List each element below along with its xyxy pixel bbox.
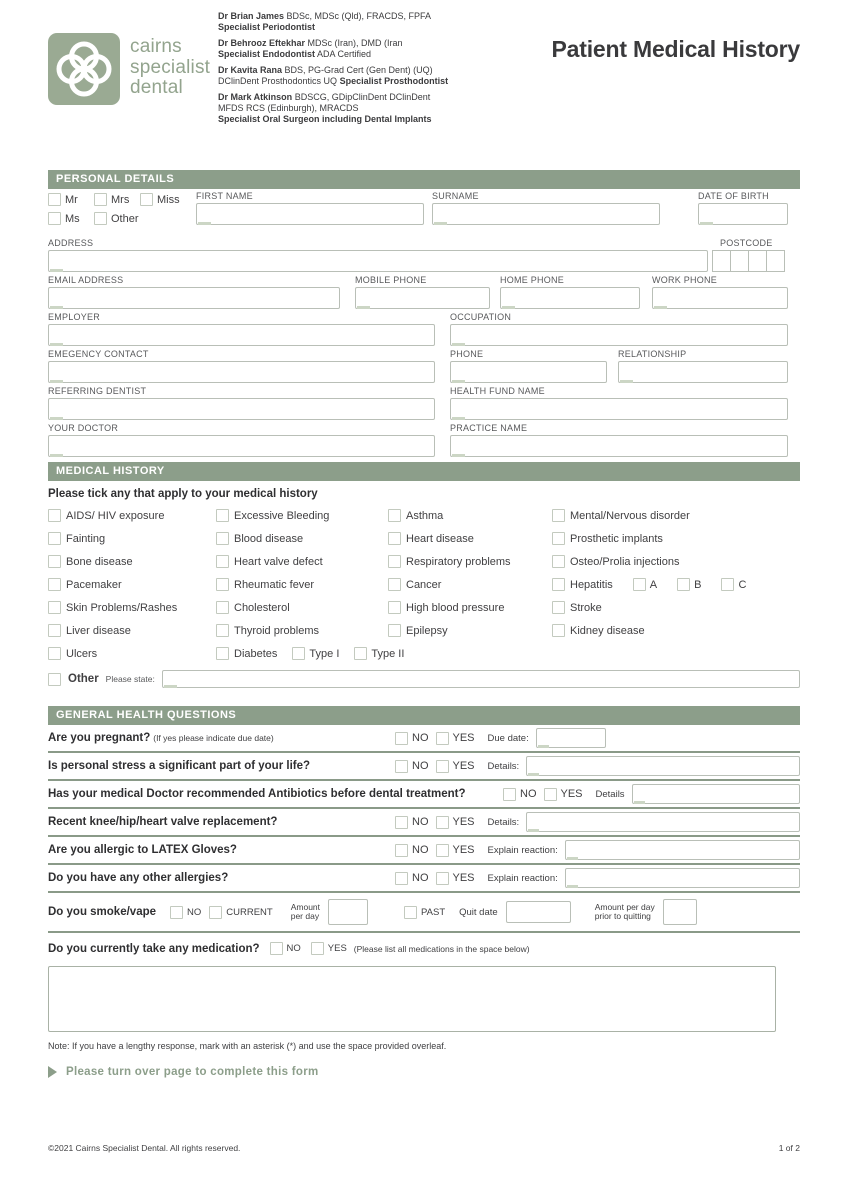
condition-checkbox[interactable] — [552, 532, 565, 545]
section-header-personal: PERSONAL DETAILS — [48, 170, 800, 189]
answer-yes-checkbox[interactable] — [436, 760, 449, 773]
condition-checkbox[interactable] — [552, 601, 565, 614]
answer-no[interactable] — [395, 872, 429, 885]
doctor-entry — [218, 11, 486, 33]
doctor-text: Specialist Oral Surgeon including Dental Implants — [218, 114, 432, 124]
home-phone-input[interactable] — [500, 287, 640, 309]
doctor-line — [218, 76, 486, 87]
title-options — [48, 193, 198, 225]
general-questions — [48, 725, 800, 893]
row-doctor — [48, 421, 800, 462]
question-medication: Do you currently take any medication? NO YES (Please list all medications in the space below) — [48, 942, 530, 955]
occupation-input[interactable] — [450, 324, 788, 346]
condition-label: Excessive Bleeding — [234, 509, 330, 522]
answer-yes-label: YES — [452, 872, 475, 884]
medical-condition-cell — [216, 596, 388, 619]
answer-no-label: NO — [412, 760, 429, 772]
medication-no-option[interactable]: NO — [270, 942, 301, 955]
doctor-line — [218, 22, 486, 33]
amount-per-day-label: Amount per day — [290, 901, 321, 921]
doctor-text: BDS, PG-Grad Cert (Gen Dent) (UQ) — [282, 65, 433, 75]
medical-condition-cell — [388, 527, 552, 550]
answer-yes-label: YES — [452, 732, 475, 744]
your-doctor-input[interactable] — [48, 435, 435, 457]
field-health-fund: HEALTH FUND NAME — [450, 386, 788, 420]
other-checkbox[interactable] — [48, 673, 61, 686]
condition-label: Epilepsy — [406, 624, 448, 637]
answer-yes-checkbox[interactable] — [436, 732, 449, 745]
medical-condition-cell — [388, 550, 552, 573]
smoke-no-option[interactable]: NO — [170, 906, 201, 919]
amount-prior-label: Amount per day prior to quitting — [594, 901, 655, 921]
condition-label: Respiratory problems — [406, 555, 511, 568]
condition-checkbox[interactable] — [48, 578, 61, 591]
row-referring — [48, 384, 800, 421]
field-emergency-contact: EMEGENCY CONTACT — [48, 349, 435, 383]
title-option-other-label: Other — [111, 212, 139, 225]
answer-field-label: Explain reaction: — [487, 844, 558, 856]
title-option-mr-checkbox[interactable] — [48, 193, 61, 206]
relationship-input[interactable] — [618, 361, 788, 383]
medical-condition-cell — [216, 550, 388, 573]
doctor-line — [218, 11, 486, 22]
condition-checkbox[interactable] — [48, 601, 61, 614]
medical-condition-cell — [552, 550, 800, 573]
field-employer: EMPLOYER — [48, 312, 435, 346]
diabetes-type-label: Type I — [309, 647, 340, 660]
question-note: (If yes please indicate due date) — [153, 733, 274, 743]
answer-yes[interactable] — [436, 732, 475, 745]
answer-no-checkbox[interactable] — [395, 872, 408, 885]
condition-checkbox[interactable] — [216, 601, 229, 614]
hepatitis-type-option[interactable] — [721, 578, 746, 591]
field-home-phone: HOME PHONE — [500, 275, 640, 309]
question-options — [503, 784, 800, 804]
title-option-mrs-label: Mrs — [111, 193, 130, 206]
row-name-dob — [48, 189, 800, 236]
condition-checkbox[interactable] — [388, 578, 401, 591]
turn-over-instruction: Please turn over page to complete this form — [48, 1066, 800, 1078]
question-text: Recent knee/hip/heart valve replacement? — [48, 816, 278, 828]
condition-checkbox[interactable] — [216, 509, 229, 522]
doctor-line — [218, 65, 486, 76]
condition-label: Liver disease — [66, 624, 131, 637]
hepatitis-a-checkbox[interactable] — [633, 578, 646, 591]
medical-condition-cell — [552, 642, 800, 665]
doctor-text: Dr Brian James — [218, 11, 285, 21]
answer-input[interactable] — [526, 812, 800, 832]
condition-label: Fainting — [66, 532, 106, 545]
condition-label: Cancer — [406, 578, 442, 591]
medical-instruction: Please tick any that apply to your medical history — [48, 488, 318, 500]
answer-yes[interactable] — [544, 788, 583, 801]
smoke-past-option[interactable]: PAST — [404, 906, 445, 919]
arrow-right-icon — [48, 1066, 57, 1078]
title-option-other[interactable] — [94, 212, 154, 225]
title-option-other-checkbox[interactable] — [94, 212, 107, 225]
question-options — [395, 812, 800, 832]
answer-no-checkbox[interactable] — [503, 788, 516, 801]
condition-checkbox[interactable] — [216, 624, 229, 637]
answer-no[interactable] — [395, 844, 429, 857]
doctor-text: MFDS RCS (Edinburgh), MRACDS — [218, 103, 359, 113]
condition-checkbox[interactable] — [552, 509, 565, 522]
smoke-past-checkbox[interactable] — [404, 906, 417, 919]
postcode-input[interactable] — [712, 250, 788, 272]
medical-other-row: Other Please state: — [48, 666, 800, 692]
hepatitis-c-checkbox[interactable] — [721, 578, 734, 591]
medical-condition-cell — [388, 619, 552, 642]
condition-label: AIDS/ HIV exposure — [66, 509, 165, 522]
health-fund-input[interactable] — [450, 398, 788, 420]
condition-label: Thyroid problems — [234, 624, 319, 637]
doctors-list — [218, 11, 486, 130]
section-header-medical: MEDICAL HISTORY — [48, 462, 800, 481]
condition-checkbox[interactable] — [216, 647, 229, 660]
field-referring-dentist: REFERRING DENTIST — [48, 386, 435, 420]
amount-per-day-input[interactable] — [328, 899, 368, 925]
doctor-entry — [218, 38, 486, 60]
doctor-line — [218, 92, 486, 103]
diabetes-type-checkbox[interactable] — [354, 647, 367, 660]
medical-condition-cell — [388, 596, 552, 619]
row-employment — [48, 310, 800, 347]
address-input[interactable] — [48, 250, 708, 272]
medical-conditions-grid — [48, 504, 800, 665]
hepatitis-type-label: C — [738, 578, 747, 591]
doctor-entry — [218, 65, 486, 87]
row-contact — [48, 273, 800, 310]
answer-no[interactable] — [395, 816, 429, 829]
question-row — [48, 725, 800, 753]
doctor-text: Dr Mark Atkinson — [218, 92, 293, 102]
footer — [48, 1143, 800, 1153]
medical-condition-cell — [216, 619, 388, 642]
answer-no-label: NO — [412, 816, 429, 828]
brand-name-line: dental — [130, 77, 183, 98]
medical-condition-cell — [388, 504, 552, 527]
field-your-doctor: YOUR DOCTOR — [48, 423, 435, 457]
employer-input[interactable] — [48, 324, 435, 346]
condition-label: Prosthetic implants — [570, 532, 663, 545]
answer-no-checkbox[interactable] — [395, 816, 408, 829]
condition-checkbox[interactable] — [388, 601, 401, 614]
smoke-current-option[interactable]: CURRENT — [209, 906, 272, 919]
copyright-text: ©2021 Cairns Specialist Dental. All rights reserved. — [48, 1143, 241, 1153]
other-please-state-input[interactable] — [162, 670, 800, 688]
condition-label: High blood pressure — [406, 601, 505, 614]
condition-checkbox[interactable] — [552, 624, 565, 637]
quit-date-input[interactable] — [506, 901, 571, 923]
condition-checkbox[interactable] — [216, 578, 229, 591]
surname-input[interactable] — [432, 203, 660, 225]
answer-yes-label: YES — [452, 844, 475, 856]
email-input[interactable] — [48, 287, 340, 309]
condition-checkbox[interactable] — [48, 624, 61, 637]
title-option-ms-checkbox[interactable] — [48, 212, 61, 225]
emergency-phone-input[interactable] — [450, 361, 607, 383]
medical-condition-cell — [552, 573, 800, 596]
answer-input[interactable] — [565, 840, 800, 860]
practice-name-input[interactable] — [450, 435, 788, 457]
field-work-phone: WORK PHONE — [652, 275, 788, 309]
medical-condition-cell — [552, 619, 800, 642]
answer-yes[interactable] — [436, 760, 475, 773]
field-dob: DATE OF BIRTH — [698, 191, 788, 225]
medical-condition-cell — [48, 527, 216, 550]
medical-condition-cell — [48, 573, 216, 596]
smoke-no-checkbox[interactable] — [170, 906, 183, 919]
condition-label: Blood disease — [234, 532, 304, 545]
medical-condition-cell — [216, 504, 388, 527]
answer-no-label: NO — [412, 844, 429, 856]
doctor-text: Dr Behrooz Eftekhar — [218, 38, 306, 48]
condition-checkbox[interactable] — [48, 509, 61, 522]
medical-condition-cell — [48, 619, 216, 642]
condition-label: Mental/Nervous disorder — [570, 509, 690, 522]
answer-yes-label: YES — [452, 816, 475, 828]
diabetes-type-option[interactable] — [292, 647, 339, 660]
question-options — [395, 756, 800, 776]
doctor-entry — [218, 92, 486, 125]
answer-yes-checkbox[interactable] — [544, 788, 557, 801]
doctor-text: BDSc, MDSc (Qld), FRACDS, FPFA — [284, 11, 432, 21]
question-smoke: Do you smoke/vape NO CURRENT Amount per day PAST Quit date Amount per day prior to quitting — [48, 893, 800, 933]
diabetes-type-option[interactable] — [354, 647, 404, 660]
answer-input[interactable] — [526, 756, 800, 776]
condition-checkbox[interactable] — [388, 532, 401, 545]
doctor-text: Specialist Prosthodontist — [339, 76, 449, 86]
answer-no-checkbox[interactable] — [395, 732, 408, 745]
condition-label: Skin Problems/Rashes — [66, 601, 178, 614]
field-mobile: MOBILE PHONE — [355, 275, 490, 309]
question-options — [395, 728, 800, 748]
condition-checkbox[interactable] — [48, 555, 61, 568]
medication-yes-checkbox[interactable] — [311, 942, 324, 955]
medical-condition-cell — [216, 527, 388, 550]
field-postcode: POSTCODE — [712, 238, 788, 272]
question-options — [395, 868, 800, 888]
answer-no[interactable] — [395, 732, 429, 745]
condition-label: Rheumatic fever — [234, 578, 315, 591]
medical-condition-cell — [48, 550, 216, 573]
doctor-text: Specialist Endodontist — [218, 49, 316, 59]
hepatitis-b-checkbox[interactable] — [677, 578, 690, 591]
question-text: Are you pregnant? (If yes please indicate due date) — [48, 732, 274, 744]
condition-label: Asthma — [406, 509, 444, 522]
question-options — [395, 840, 800, 860]
title-option-miss[interactable] — [140, 193, 196, 206]
title-option-mrs[interactable] — [94, 193, 140, 206]
answer-yes[interactable] — [436, 844, 475, 857]
question-text: Do you have any other allergies? — [48, 872, 229, 884]
answer-field-label: Details — [595, 788, 625, 800]
condition-checkbox[interactable] — [48, 647, 61, 660]
brand-logo-icon — [48, 33, 120, 110]
field-emergency-phone: PHONE — [450, 349, 607, 383]
field-surname: SURNAME — [432, 191, 660, 225]
condition-checkbox[interactable] — [216, 532, 229, 545]
answer-yes[interactable] — [436, 872, 475, 885]
doctor-text: Dr Kavita Rana — [218, 65, 283, 75]
answer-yes[interactable] — [436, 816, 475, 829]
condition-label: Bone disease — [66, 555, 133, 568]
hepatitis-type-label: A — [649, 578, 658, 591]
amount-prior-input[interactable] — [663, 899, 697, 925]
title-option-mrs-checkbox[interactable] — [94, 193, 107, 206]
doctor-line — [218, 38, 486, 49]
answer-no[interactable] — [395, 760, 429, 773]
answer-no-label: NO — [412, 732, 429, 744]
answer-no[interactable] — [503, 788, 537, 801]
condition-label: Hepatitis — [570, 578, 613, 591]
answer-field-label: Details: — [487, 760, 520, 772]
medical-condition-cell — [552, 596, 800, 619]
doctor-text: MDSc (Iran), DMD (Iran — [305, 38, 403, 48]
first-name-input[interactable] — [196, 203, 424, 225]
answer-yes-checkbox[interactable] — [436, 844, 449, 857]
answer-no-label: NO — [412, 872, 429, 884]
smoke-current-checkbox[interactable] — [209, 906, 222, 919]
medical-condition-cell — [552, 504, 800, 527]
emergency-contact-input[interactable] — [48, 361, 435, 383]
medical-condition-cell — [48, 642, 216, 665]
field-relationship: RELATIONSHIP — [618, 349, 788, 383]
title-option-ms[interactable] — [48, 212, 94, 225]
answer-input[interactable] — [565, 868, 800, 888]
page-number: 1 of 2 — [778, 1143, 800, 1153]
question-text: Has your medical Doctor recommended Antibiotics before dental treatment? — [48, 788, 466, 800]
answer-field-label: Explain reaction: — [487, 872, 558, 884]
condition-label: Ulcers — [66, 647, 98, 660]
medical-condition-cell — [552, 527, 800, 550]
field-practice-name: PRACTICE NAME — [450, 423, 788, 457]
condition-checkbox[interactable] — [388, 509, 401, 522]
medical-condition-cell — [48, 596, 216, 619]
condition-checkbox[interactable] — [388, 624, 401, 637]
condition-checkbox[interactable] — [552, 578, 565, 591]
field-occupation: OCCUPATION — [450, 312, 788, 346]
header — [48, 0, 800, 170]
brand-name — [130, 37, 210, 99]
medication-list-textarea[interactable] — [48, 966, 776, 1032]
referring-dentist-input[interactable] — [48, 398, 435, 420]
hepatitis-type-option[interactable] — [633, 578, 657, 591]
answer-yes-label: YES — [452, 760, 475, 772]
doctor-text: BDSCG, GDipClinDent DClinDent — [292, 92, 431, 102]
answer-field-label: Details: — [487, 816, 520, 828]
condition-label: Pacemaker — [66, 578, 122, 591]
answer-no-checkbox[interactable] — [395, 844, 408, 857]
doctor-text: Specialist Periodontist — [218, 22, 316, 32]
medication-yes-option[interactable]: YES (Please list all medications in the space below) — [311, 942, 530, 955]
brand-name-line: cairns — [130, 36, 182, 57]
question-row — [48, 753, 800, 781]
row-address — [48, 236, 800, 273]
condition-label: Stroke — [570, 601, 602, 614]
hepatitis-type-option[interactable] — [677, 578, 701, 591]
condition-label: Heart disease — [406, 532, 474, 545]
hepatitis-type-label: B — [694, 578, 702, 591]
medication-no-checkbox[interactable] — [270, 942, 283, 955]
question-text: Is personal stress a significant part of your life? — [48, 760, 311, 772]
doctor-line — [218, 49, 486, 60]
field-address: ADDRESS — [48, 238, 708, 272]
condition-checkbox[interactable] — [48, 532, 61, 545]
field-email: EMAIL ADDRESS — [48, 275, 340, 309]
doctor-line — [218, 103, 486, 114]
answer-input[interactable] — [632, 784, 800, 804]
condition-label: Heart valve defect — [234, 555, 323, 568]
title-option-mr-label: Mr — [65, 193, 78, 206]
question-text: Are you allergic to LATEX Gloves? — [48, 844, 237, 856]
title-option-miss-label: Miss — [157, 193, 180, 206]
question-row — [48, 837, 800, 865]
answer-yes-checkbox[interactable] — [436, 872, 449, 885]
answer-field-label: Due date: — [487, 732, 529, 744]
page-title: Patient Medical History — [551, 36, 800, 62]
field-first-name: FIRST NAME — [196, 191, 424, 225]
condition-label: Osteo/Prolia injections — [570, 555, 680, 568]
question-row — [48, 781, 800, 809]
mobile-phone-input[interactable] — [355, 287, 490, 309]
question-row — [48, 809, 800, 837]
diabetes-type-checkbox[interactable] — [292, 647, 305, 660]
medical-condition-cell — [388, 573, 552, 596]
doctor-text: ADA Certified — [315, 49, 372, 59]
doctor-text: DClinDent Prosthodontics UQ — [218, 76, 340, 86]
dob-input[interactable] — [698, 203, 788, 225]
answer-no-checkbox[interactable] — [395, 760, 408, 773]
condition-label: Diabetes — [234, 647, 278, 660]
medical-condition-cell — [216, 642, 552, 665]
diabetes-type-label: Type II — [371, 647, 405, 660]
answer-input[interactable] — [536, 728, 606, 748]
condition-label: Kidney disease — [570, 624, 645, 637]
condition-checkbox[interactable] — [388, 555, 401, 568]
question-row — [48, 865, 800, 893]
title-option-mr[interactable] — [48, 193, 94, 206]
condition-checkbox[interactable] — [216, 555, 229, 568]
asterisk-note: Note: If you have a lengthy response, mark with an asterisk (*) and use the space provided overleaf. — [48, 1041, 447, 1051]
condition-label: Cholesterol — [234, 601, 290, 614]
title-option-ms-label: Ms — [65, 212, 80, 225]
brand-name-line: specialist — [130, 56, 211, 78]
condition-checkbox[interactable] — [552, 555, 565, 568]
answer-yes-checkbox[interactable] — [436, 816, 449, 829]
section-header-general: GENERAL HEALTH QUESTIONS — [48, 706, 800, 725]
answer-no-label: NO — [520, 788, 537, 800]
doctor-line — [218, 114, 486, 125]
answer-yes-label: YES — [560, 788, 583, 800]
medical-condition-cell — [216, 573, 388, 596]
row-emergency — [48, 347, 800, 384]
work-phone-input[interactable] — [652, 287, 788, 309]
medical-condition-cell — [48, 504, 216, 527]
title-option-miss-checkbox[interactable] — [140, 193, 153, 206]
